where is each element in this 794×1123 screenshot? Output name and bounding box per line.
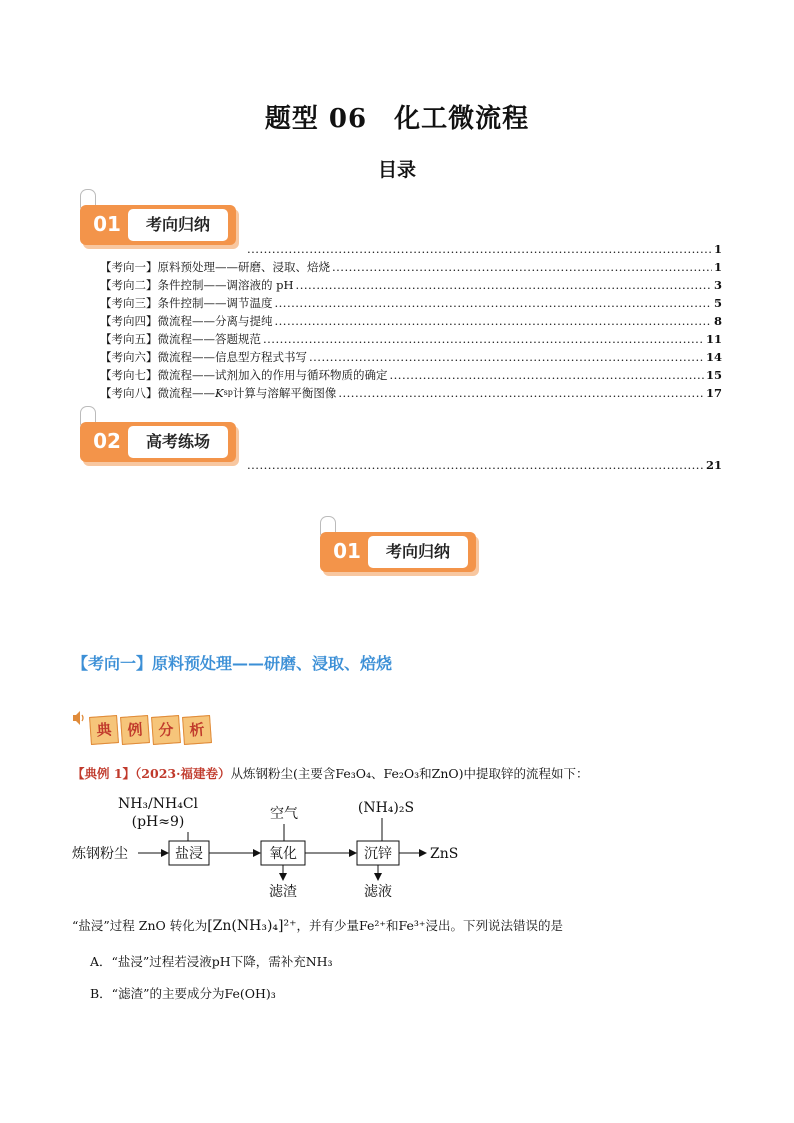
reagent-label: NH₃/NH₄Cl	[117, 796, 199, 812]
output-label: 滤液	[364, 884, 392, 900]
toc-entry[interactable]: 【考向一】原料预处理——研磨、浸取、焙烧 ..... 1	[100, 258, 722, 276]
toc-entry[interactable]: 【考向六】微流程——信息型方程式书写 ..... 14	[100, 348, 722, 366]
process-flow-diagram	[72, 792, 492, 902]
example-analysis-tag: 典 例 分 析	[90, 716, 230, 748]
section-label: 考向归纳	[368, 536, 468, 568]
example-intro: 【典例 1】（2023·福建卷）从炼钢粉尘(主要含Fe₃O₄、Fe₂O₃和ZnO)中提取锌的流程如下：	[72, 766, 589, 781]
toc-entry-section2[interactable]: ..... 21	[245, 456, 722, 474]
process-label: 沉锌	[364, 846, 392, 862]
section-label: 高考练场	[128, 426, 228, 458]
process-label: 盐浸	[175, 846, 203, 862]
section-label: 考向归纳	[128, 209, 228, 241]
toc-entry[interactable]: 【考向四】微流程——分离与提纯 ..... 8	[100, 312, 722, 330]
document-title: 题型 06 化工微流程	[264, 104, 530, 134]
toc-entry[interactable]: 【考向八】微流程—— K sp 计算与溶解平衡图像 ..... 17	[100, 384, 722, 402]
speaker-icon	[72, 710, 86, 726]
product-label: ZnS	[430, 846, 459, 862]
toc-entry[interactable]: 【考向五】微流程——答题规范 ..... 11	[100, 330, 722, 348]
complex-ion: [Zn(NH₃)₄]²⁺	[207, 918, 297, 934]
option-b[interactable]: B．“滤渣”的主要成分为Fe(OH)₃	[90, 986, 276, 1001]
input-label: 炼钢粉尘	[72, 846, 128, 862]
example-label: 【典例 1】（2023·福建卷）	[72, 766, 231, 781]
output-label: 滤渣	[269, 884, 297, 900]
toc-title: 目录	[377, 159, 416, 181]
question-stem: “盐浸”过程 ZnO 转化为[Zn(NH₃)₄]²⁺，并有少量Fe²⁺和Fe³⁺浸出。下列说法错误的是	[72, 918, 563, 934]
reagent-label: (NH₄)₂S	[357, 800, 415, 816]
section-number: 01	[93, 212, 121, 236]
reagent-label: 空气	[270, 806, 298, 822]
toc-entry[interactable]: 【考向三】条件控制——调节温度 ..... 5	[100, 294, 722, 312]
reagent-label: (pH≈9)	[131, 814, 185, 830]
section-heading: 【考向一】原料预处理——研磨、浸取、焙烧	[72, 654, 393, 673]
option-a[interactable]: A．“盐浸”过程若浸液pH下降，需补充NH₃	[90, 954, 333, 969]
process-label: 氧化	[269, 846, 297, 862]
section-number: 01	[333, 539, 361, 563]
toc-entry[interactable]: 【考向七】微流程——试剂加入的作用与循环物质的确定 ..... 15	[100, 366, 722, 384]
toc-entry-section1[interactable]: ..... 1	[245, 240, 722, 258]
toc-entry[interactable]: 【考向二】条件控制——调溶液的 pH ..... 3	[100, 276, 722, 294]
section-number: 02	[93, 429, 121, 453]
